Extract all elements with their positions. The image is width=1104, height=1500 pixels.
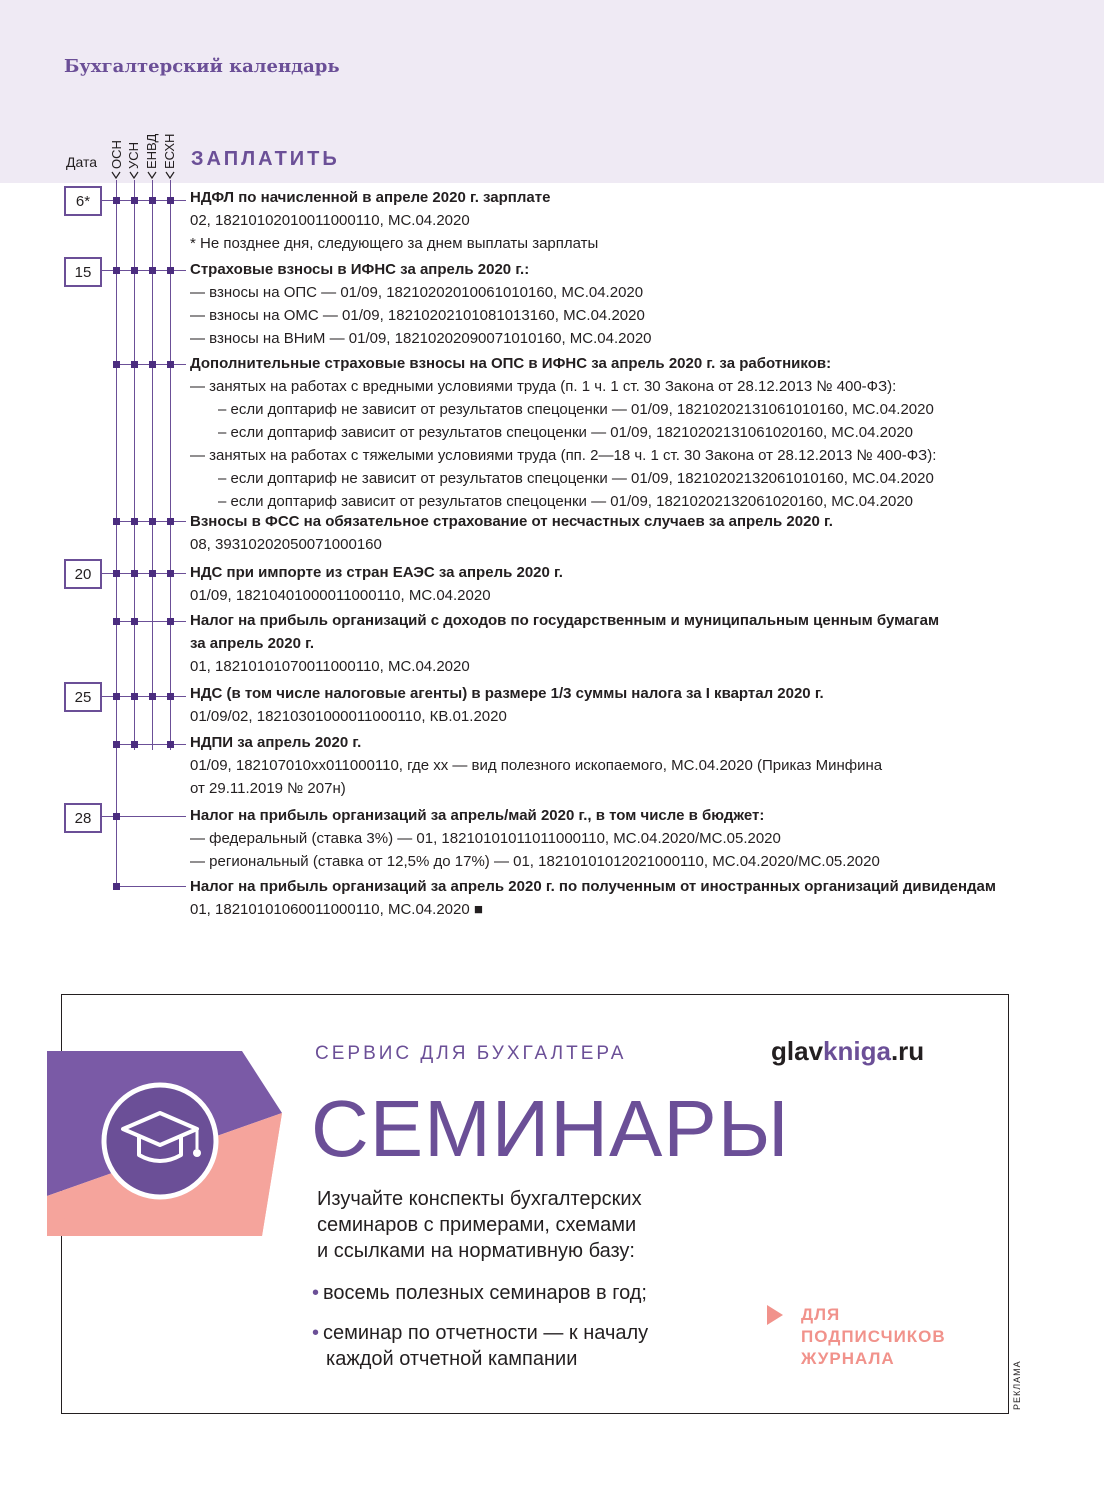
ad-sub-line: ПОДПИСЧИКОВ — [801, 1327, 946, 1346]
entry-title-cont: за апрель 2020 г. — [190, 635, 315, 652]
regime-line-eshn — [170, 180, 171, 750]
ad-site-part: .ru — [890, 1036, 925, 1066]
regime-mark — [131, 267, 138, 274]
regime-mark — [149, 197, 156, 204]
section-title: Бухгалтерский календарь — [64, 56, 340, 77]
date-box: 20 — [64, 559, 102, 589]
calendar-entry — [190, 186, 598, 255]
calendar-entry — [190, 352, 936, 513]
ad-desc-line: и ссылками на нормативную базу: — [317, 1240, 635, 1262]
regime-mark — [113, 693, 120, 700]
entry-subline: – если доптариф зависит от результатов спецоценки — 01/09, 18210202132061020160, МС.04.2020 — [218, 493, 914, 510]
regime-mark — [131, 618, 138, 625]
regime-mark — [167, 570, 174, 577]
calendar-entry — [190, 510, 833, 556]
chevron-down-icon — [129, 170, 139, 180]
bullet-icon: • — [312, 1322, 320, 1344]
regime-mark — [113, 741, 120, 748]
regime-mark — [149, 361, 156, 368]
chevron-down-icon — [165, 170, 175, 180]
ad-site-link[interactable] — [771, 1036, 924, 1067]
ad-site-part: kniga — [823, 1036, 891, 1066]
calendar-entry — [190, 258, 652, 350]
regime-mark — [113, 361, 120, 368]
ad-bullet-text: каждой отчетной кампании — [326, 1348, 578, 1370]
regime-mark — [167, 741, 174, 748]
calendar-entry — [190, 561, 563, 607]
entry-title: НДС при импорте из стран ЕАЭС за апрель 2020 г. — [190, 564, 563, 581]
regime-mark — [113, 518, 120, 525]
calendar-entry — [190, 682, 824, 728]
calendar-entry — [190, 731, 882, 800]
chevron-down-icon — [111, 170, 121, 180]
entry-line: 01/09/02, 18210301000011000110, КВ.01.2020 — [190, 708, 507, 725]
ad-bullet — [312, 1280, 647, 1306]
regime-mark — [131, 570, 138, 577]
ad-bullet-text: восемь полезных семинаров в год; — [323, 1282, 647, 1304]
ad-bullet-text: семинар по отчетности — к началу — [323, 1322, 649, 1344]
ad-logo — [47, 1041, 287, 1241]
ad-sub-line: ДЛЯ — [801, 1305, 841, 1324]
regime-mark — [113, 570, 120, 577]
entry-line: 01/09, 18210401000011000110, МС.04.2020 — [190, 587, 491, 604]
entry-line: 08, 39310202050071000160 — [190, 536, 382, 553]
regime-header-envd: ЕНВД — [144, 133, 159, 169]
ad-desc-line: Изучайте конспекты бухгалтерских — [317, 1188, 642, 1210]
regime-mark — [113, 813, 120, 820]
entry-title: Налог на прибыль организаций за апрель/май 2020 г., в том числе в бюджет: — [190, 807, 765, 824]
regime-line-envd — [152, 180, 153, 750]
regime-mark — [167, 361, 174, 368]
regime-mark — [167, 618, 174, 625]
regime-mark — [149, 570, 156, 577]
entry-title: НДС (в том числе налоговые агенты) в размере 1/3 суммы налога за I квартал 2020 г. — [190, 685, 824, 702]
ad-service-label: СЕРВИС ДЛЯ БУХГАЛТЕРА — [315, 1043, 627, 1064]
entry-title: НДФЛ по начисленной в апреле 2020 г. зарплате — [190, 189, 551, 206]
regime-mark — [131, 518, 138, 525]
entry-line: — взносы на ВНиМ — 01/09, 18210202090071010160, МС.04.2020 — [190, 330, 652, 347]
regime-mark — [149, 267, 156, 274]
ad-desc-line: семинаров с примерами, схемами — [317, 1214, 637, 1236]
regime-header-usn: УСН — [126, 141, 141, 169]
regime-line-osn — [116, 180, 117, 890]
regime-mark — [131, 741, 138, 748]
regime-mark — [131, 197, 138, 204]
entry-line: 01/09, 182107010xx011000110, где xx — вид полезного ископаемого, МС.04.2020 (Приказ Минфина — [190, 757, 883, 774]
entry-line: 01, 18210101060011000110, МС.04.2020 ■ — [190, 901, 483, 918]
regime-header-eshn: ЕСХН — [162, 133, 177, 169]
entry-line: 01, 18210101070011000110, МС.04.2020 — [190, 658, 470, 675]
calendar-entry — [190, 609, 939, 678]
regime-mark — [113, 618, 120, 625]
ad-bullet — [312, 1320, 648, 1372]
regime-mark — [167, 197, 174, 204]
calendar-entry — [190, 875, 996, 921]
regime-mark — [113, 267, 120, 274]
entry-line: 02, 18210102010011000110, МС.04.2020 — [190, 212, 470, 229]
ad-description — [317, 1186, 642, 1264]
date-box: 15 — [64, 257, 102, 287]
date-box: 6* — [64, 186, 102, 216]
regime-mark — [149, 693, 156, 700]
chevron-down-icon — [147, 170, 157, 180]
entry-title: Дополнительные страховые взносы на ОПС в ИФНС за апрель 2020 г. за работников: — [190, 355, 832, 372]
connector — [116, 886, 186, 887]
ad-subscribers-note — [801, 1304, 946, 1370]
ad-site-part: glav — [771, 1036, 824, 1066]
regime-mark — [131, 361, 138, 368]
entry-line: — занятых на работах с вредными условиями труда (п. 1 ч. 1 ст. 30 Закона от 28.12.2013 № 400-ФЗ): — [190, 378, 897, 395]
pay-title: ЗАПЛАТИТЬ — [191, 148, 340, 170]
connector — [116, 744, 186, 745]
entry-title: Страховые взносы в ИФНС за апрель 2020 г.: — [190, 261, 530, 278]
bullet-icon: • — [312, 1282, 320, 1304]
date-box: 28 — [64, 803, 102, 833]
entry-title: Взносы в ФСС на обязательное страхование от несчастных случаев за апрель 2020 г. — [190, 513, 833, 530]
regime-header-osn: ОСН — [109, 140, 124, 169]
ad-big-title: СЕМИНАРЫ — [311, 1084, 790, 1173]
date-column-header: Дата — [66, 154, 98, 170]
entry-note: * Не позднее дня, следующего за днем выплаты зарплаты — [190, 235, 599, 252]
play-arrow-icon — [767, 1305, 783, 1325]
entry-line: от 29.11.2019 № 207н) — [190, 780, 346, 797]
connector — [116, 621, 186, 622]
regime-mark — [167, 693, 174, 700]
entry-title: НДПИ за апрель 2020 г. — [190, 734, 362, 751]
entry-line: — федеральный (ставка 3%) — 01, 18210101011011000110, МС.04.2020/МС.05.2020 — [190, 830, 781, 847]
regime-line-usn — [134, 180, 135, 750]
calendar-entry — [190, 804, 880, 873]
entry-line: — региональный (ставка от 12,5% до 17%) — 01, 18210101012021000110, МС.04.2020/МС.05.2020 — [190, 853, 880, 870]
regime-mark — [131, 693, 138, 700]
entry-line: — взносы на ОМС — 01/09, 18210202101081013160, МС.04.2020 — [190, 307, 645, 324]
entry-subline: – если доптариф не зависит от результатов спецоценки — 01/09, 18210202132061010160, МС.04.2020 — [218, 470, 934, 487]
regime-mark — [167, 518, 174, 525]
date-box: 25 — [64, 682, 102, 712]
entry-title: Налог на прибыль организаций за апрель 2020 г. по полученным от иностранных организаций дивидендам — [190, 878, 996, 895]
ad-sub-line: ЖУРНАЛА — [801, 1349, 895, 1368]
entry-line: — занятых на работах с тяжелыми условиями труда (пп. 2—18 ч. 1 ст. 30 Закона от 28.12.2013 № 400-ФЗ): — [190, 447, 937, 464]
entry-line: — взносы на ОПС — 01/09, 18210202010061010160, МС.04.2020 — [190, 284, 644, 301]
entry-title: Налог на прибыль организаций с доходов по государственным и муниципальным ценным бумагам — [190, 612, 940, 629]
regime-mark — [149, 518, 156, 525]
entry-subline: – если доптариф не зависит от результатов спецоценки — 01/09, 18210202131061010160, МС.04.2020 — [218, 401, 934, 418]
regime-mark — [167, 267, 174, 274]
ad-marker: РЕКЛАМА — [1012, 1360, 1022, 1410]
regime-mark — [113, 197, 120, 204]
entry-subline: – если доптариф зависит от результатов спецоценки — 01/09, 18210202131061020160, МС.04.2020 — [218, 424, 914, 441]
regime-mark — [113, 883, 120, 890]
